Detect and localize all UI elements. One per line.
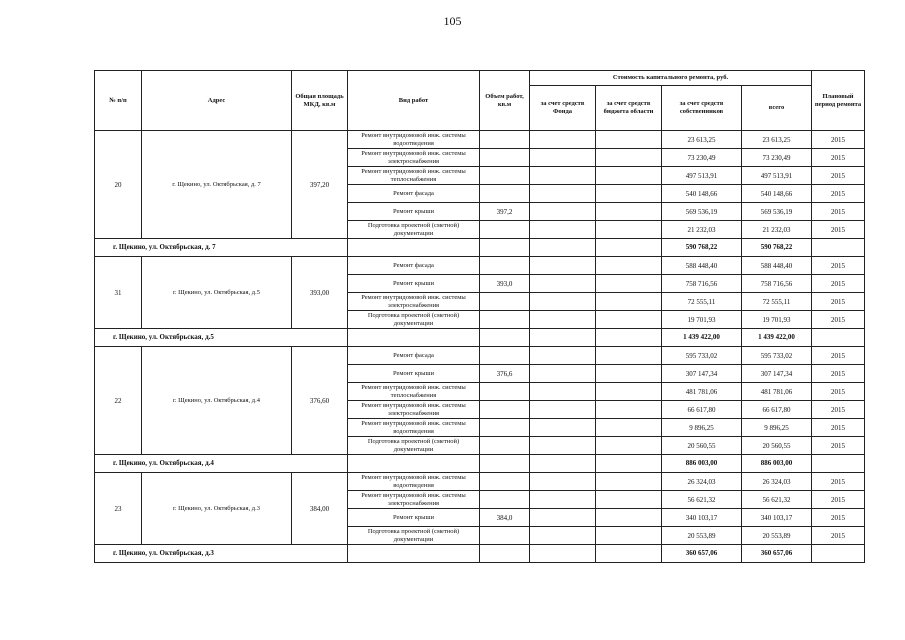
work-type-cell: Ремонт внутридомовой инж. системы водоотведения [348, 419, 480, 437]
fund-cell [530, 419, 596, 437]
period-cell: 2015 [812, 437, 865, 455]
owners-cell: 758 716,56 [662, 275, 742, 293]
total-cell: 569 536,19 [742, 203, 812, 221]
header-fund: за счет средств Фонда [530, 86, 596, 131]
total-cell: 307 147,34 [742, 365, 812, 383]
total-cell: 481 781,06 [742, 383, 812, 401]
volume-cell [480, 293, 530, 311]
period-cell: 2015 [812, 293, 865, 311]
region-cell [596, 203, 662, 221]
work-type-cell: Ремонт внутридомовой инж. системы водоотведения [348, 473, 480, 491]
subtotal-period [812, 329, 865, 347]
row-number: 20 [95, 131, 142, 239]
fund-cell [530, 509, 596, 527]
table-row [95, 473, 865, 491]
work-type-cell: Ремонт внутридомовой инж. системы электроснабжения [348, 491, 480, 509]
volume-cell [480, 473, 530, 491]
area-cell: 393,00 [292, 257, 348, 329]
subtotal-total: 360 657,06 [742, 545, 812, 563]
subtotal-work [348, 239, 480, 257]
owners-cell: 72 555,11 [662, 293, 742, 311]
owners-cell: 595 733,02 [662, 347, 742, 365]
period-cell: 2015 [812, 257, 865, 275]
volume-cell [480, 257, 530, 275]
total-cell: 758 716,56 [742, 275, 812, 293]
total-cell: 21 232,03 [742, 221, 812, 239]
header-region: за счет средств бюджета области [596, 86, 662, 131]
region-cell [596, 401, 662, 419]
period-cell: 2015 [812, 419, 865, 437]
volume-cell [480, 491, 530, 509]
total-cell: 73 230,49 [742, 149, 812, 167]
area-cell: 376,60 [292, 347, 348, 455]
area-cell: 397,20 [292, 131, 348, 239]
header-work-type: Вид работ [348, 71, 480, 131]
owners-cell: 20 560,55 [662, 437, 742, 455]
subtotal-work [348, 455, 480, 473]
region-cell [596, 383, 662, 401]
subtotal-label: г. Щекино, ул. Октябрьская, д.5 [95, 329, 348, 347]
owners-cell: 20 553,89 [662, 527, 742, 545]
subtotal-fund [530, 545, 596, 563]
table-row [95, 257, 865, 275]
total-cell: 72 555,11 [742, 293, 812, 311]
total-cell: 23 613,25 [742, 131, 812, 149]
header-total: всего [742, 86, 812, 131]
volume-cell [480, 419, 530, 437]
volume-cell [480, 401, 530, 419]
subtotal-row [95, 455, 865, 473]
region-cell [596, 509, 662, 527]
fund-cell [530, 167, 596, 185]
region-cell [596, 131, 662, 149]
fund-cell [530, 401, 596, 419]
subtotal-label: г. Щекино, ул. Октябрьская, д. 7 [95, 239, 348, 257]
region-cell [596, 419, 662, 437]
subtotal-region [596, 239, 662, 257]
table-row [95, 131, 865, 149]
volume-cell [480, 149, 530, 167]
subtotal-row [95, 329, 865, 347]
work-type-cell: Ремонт внутридомовой инж. системы теплоснабжения [348, 383, 480, 401]
period-cell: 2015 [812, 473, 865, 491]
header-owners: за счет средств собственников [662, 86, 742, 131]
subtotal-fund [530, 329, 596, 347]
period-cell: 2015 [812, 131, 865, 149]
period-cell: 2015 [812, 149, 865, 167]
work-type-cell: Подготовка проектной (сметной) документации [348, 437, 480, 455]
subtotal-owners: 360 657,06 [662, 545, 742, 563]
subtotal-volume [480, 545, 530, 563]
fund-cell [530, 293, 596, 311]
owners-cell: 340 103,17 [662, 509, 742, 527]
total-cell: 9 896,25 [742, 419, 812, 437]
region-cell [596, 275, 662, 293]
fund-cell [530, 365, 596, 383]
region-cell [596, 257, 662, 275]
subtotal-row [95, 545, 865, 563]
header-address: Адрес [142, 71, 292, 131]
volume-cell [480, 185, 530, 203]
period-cell: 2015 [812, 167, 865, 185]
region-cell [596, 437, 662, 455]
owners-cell: 307 147,34 [662, 365, 742, 383]
row-number: 23 [95, 473, 142, 545]
fund-cell [530, 221, 596, 239]
fund-cell [530, 473, 596, 491]
subtotal-fund [530, 239, 596, 257]
total-cell: 588 448,40 [742, 257, 812, 275]
work-type-cell: Ремонт крыши [348, 203, 480, 221]
volume-cell [480, 221, 530, 239]
subtotal-owners: 1 439 422,00 [662, 329, 742, 347]
period-cell: 2015 [812, 221, 865, 239]
owners-cell: 19 701,93 [662, 311, 742, 329]
subtotal-period [812, 239, 865, 257]
header-period: Плановый период ремонта [812, 71, 865, 131]
period-cell: 2015 [812, 347, 865, 365]
fund-cell [530, 527, 596, 545]
total-cell: 20 553,89 [742, 527, 812, 545]
subtotal-label: г. Щекино, ул. Октябрьская, д.4 [95, 455, 348, 473]
region-cell [596, 491, 662, 509]
owners-cell: 56 621,32 [662, 491, 742, 509]
header-num: № п/п [95, 71, 142, 131]
subtotal-volume [480, 239, 530, 257]
work-type-cell: Ремонт внутридомовой инж. системы электроснабжения [348, 293, 480, 311]
volume-cell [480, 311, 530, 329]
subtotal-work [348, 545, 480, 563]
period-cell: 2015 [812, 527, 865, 545]
owners-cell: 540 148,66 [662, 185, 742, 203]
address-cell: г. Щекино, ул. Октябрьская, д.3 [142, 473, 292, 545]
header-cost-group: Стоимость капитального ремонта, руб. [530, 71, 812, 86]
page-number: 105 [443, 14, 462, 28]
owners-cell: 588 448,40 [662, 257, 742, 275]
region-cell [596, 293, 662, 311]
subtotal-region [596, 455, 662, 473]
period-cell: 2015 [812, 401, 865, 419]
fund-cell [530, 437, 596, 455]
volume-cell [480, 527, 530, 545]
fund-cell [530, 149, 596, 167]
region-cell [596, 149, 662, 167]
work-type-cell: Ремонт крыши [348, 509, 480, 527]
total-cell: 26 324,03 [742, 473, 812, 491]
volume-cell: 397,2 [480, 203, 530, 221]
subtotal-volume [480, 455, 530, 473]
volume-cell [480, 437, 530, 455]
fund-cell [530, 383, 596, 401]
volume-cell: 376,6 [480, 365, 530, 383]
subtotal-period [812, 455, 865, 473]
owners-cell: 23 613,25 [662, 131, 742, 149]
volume-cell [480, 383, 530, 401]
owners-cell: 497 513,91 [662, 167, 742, 185]
volume-cell: 384,0 [480, 509, 530, 527]
subtotal-total: 1 439 422,00 [742, 329, 812, 347]
owners-cell: 66 617,80 [662, 401, 742, 419]
address-cell: г. Щекино, ул. Октябрьская, д.5 [142, 257, 292, 329]
owners-cell: 26 324,03 [662, 473, 742, 491]
region-cell [596, 185, 662, 203]
subtotal-period [812, 545, 865, 563]
period-cell: 2015 [812, 311, 865, 329]
row-number: 31 [95, 257, 142, 329]
region-cell [596, 365, 662, 383]
owners-cell: 569 536,19 [662, 203, 742, 221]
owners-cell: 73 230,49 [662, 149, 742, 167]
total-cell: 19 701,93 [742, 311, 812, 329]
subtotal-total: 886 003,00 [742, 455, 812, 473]
fund-cell [530, 131, 596, 149]
period-cell: 2015 [812, 185, 865, 203]
work-type-cell: Ремонт фасада [348, 185, 480, 203]
subtotal-row [95, 239, 865, 257]
fund-cell [530, 311, 596, 329]
work-type-cell: Ремонт крыши [348, 275, 480, 293]
header-area: Общая площадь МКД, кв.м [292, 71, 348, 131]
period-cell: 2015 [812, 491, 865, 509]
header-volume: Объем работ, кв.м [480, 71, 530, 131]
owners-cell: 481 781,06 [662, 383, 742, 401]
address-cell: г. Щекино, ул. Октябрьская, д. 7 [142, 131, 292, 239]
region-cell [596, 527, 662, 545]
owners-cell: 9 896,25 [662, 419, 742, 437]
fund-cell [530, 203, 596, 221]
subtotal-region [596, 329, 662, 347]
work-type-cell: Подготовка проектной (сметной) документации [348, 527, 480, 545]
subtotal-region [596, 545, 662, 563]
capital-repair-table [94, 70, 865, 563]
fund-cell [530, 491, 596, 509]
period-cell: 2015 [812, 203, 865, 221]
volume-cell: 393,0 [480, 275, 530, 293]
work-type-cell: Подготовка проектной (сметной) документации [348, 221, 480, 239]
subtotal-volume [480, 329, 530, 347]
period-cell: 2015 [812, 383, 865, 401]
region-cell [596, 311, 662, 329]
fund-cell [530, 257, 596, 275]
region-cell [596, 347, 662, 365]
subtotal-total: 590 768,22 [742, 239, 812, 257]
region-cell [596, 473, 662, 491]
table-body [95, 131, 865, 563]
work-type-cell: Ремонт фасада [348, 257, 480, 275]
volume-cell [480, 167, 530, 185]
total-cell: 56 621,32 [742, 491, 812, 509]
region-cell [596, 221, 662, 239]
area-cell: 384,00 [292, 473, 348, 545]
fund-cell [530, 185, 596, 203]
total-cell: 497 513,91 [742, 167, 812, 185]
total-cell: 20 560,55 [742, 437, 812, 455]
volume-cell [480, 347, 530, 365]
volume-cell [480, 131, 530, 149]
subtotal-owners: 590 768,22 [662, 239, 742, 257]
period-cell: 2015 [812, 275, 865, 293]
fund-cell [530, 275, 596, 293]
region-cell [596, 167, 662, 185]
work-type-cell: Ремонт внутридомовой инж. системы теплоснабжения [348, 167, 480, 185]
subtotal-fund [530, 455, 596, 473]
total-cell: 66 617,80 [742, 401, 812, 419]
period-cell: 2015 [812, 365, 865, 383]
fund-cell [530, 347, 596, 365]
work-type-cell: Ремонт внутридомовой инж. системы водоотведения [348, 131, 480, 149]
work-type-cell: Ремонт крыши [348, 365, 480, 383]
subtotal-label: г. Щекино, ул. Октябрьская, д.3 [95, 545, 348, 563]
total-cell: 340 103,17 [742, 509, 812, 527]
address-cell: г. Щекино, ул. Октябрьская, д.4 [142, 347, 292, 455]
table-row [95, 347, 865, 365]
total-cell: 595 733,02 [742, 347, 812, 365]
subtotal-owners: 886 003,00 [662, 455, 742, 473]
work-type-cell: Ремонт внутридомовой инж. системы электроснабжения [348, 401, 480, 419]
owners-cell: 21 232,03 [662, 221, 742, 239]
work-type-cell: Ремонт внутридомовой инж. системы электроснабжения [348, 149, 480, 167]
period-cell: 2015 [812, 509, 865, 527]
row-number: 22 [95, 347, 142, 455]
work-type-cell: Подготовка проектной (сметной) документации [348, 311, 480, 329]
subtotal-work [348, 329, 480, 347]
work-type-cell: Ремонт фасада [348, 347, 480, 365]
total-cell: 540 148,66 [742, 185, 812, 203]
